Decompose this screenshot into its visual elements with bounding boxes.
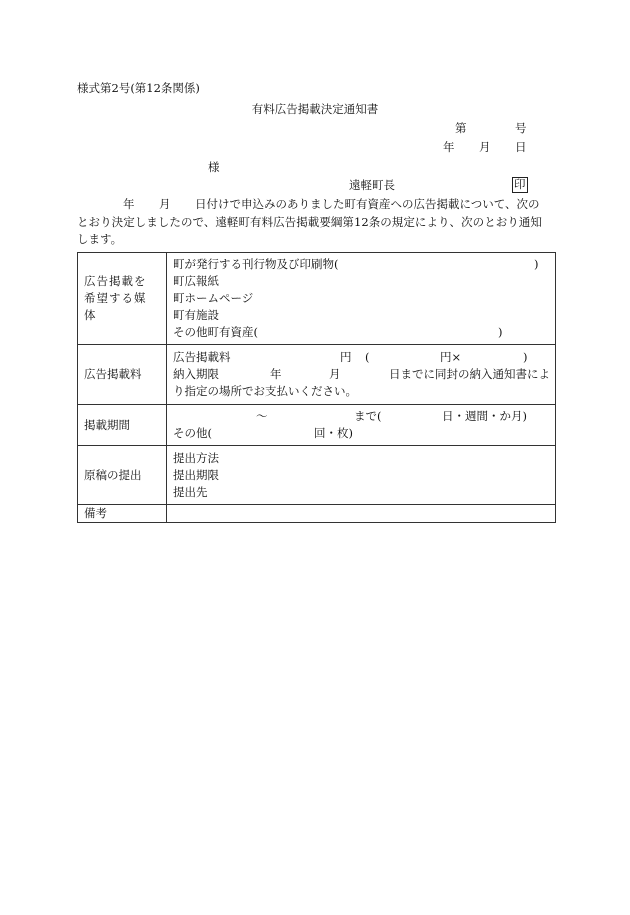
period-other-unit: 回・枚) [314, 426, 353, 440]
media-publication-label: 町が発行する刊行物及び印刷物( [173, 257, 339, 271]
period-other-line [173, 425, 549, 442]
period-other-label: その他( [173, 426, 212, 440]
deadline-year: 年 [270, 367, 282, 381]
date-day: 日 [515, 140, 527, 154]
manuscript-destination: 提出先 [173, 484, 208, 499]
period-tilde: ～ [256, 409, 268, 423]
body-month: 月 [159, 197, 171, 211]
fee-paren-close: ) [523, 350, 528, 364]
media-newsletter: 町広報紙 [173, 274, 219, 288]
media-homepage: 町ホームページ [173, 291, 254, 305]
document-title: 有料広告掲載決定通知書 [251, 102, 379, 116]
fee-yen-times: 円× [440, 350, 462, 364]
period-until: まで( [354, 409, 382, 423]
row-header-remarks: 備考 [78, 505, 167, 523]
table-row-fee [78, 345, 556, 405]
media-other-close: ) [498, 325, 503, 339]
period-unit: 日・週間・か月) [442, 409, 527, 423]
manuscript-method: 提出方法 [173, 450, 219, 465]
date-year: 年 [443, 140, 455, 154]
row-header-fee: 広告掲載料 [78, 345, 167, 405]
media-publication-line [173, 256, 549, 273]
body-line1-rest: 日付けで申込みのありました町有資産への広告掲載について、次の [195, 197, 540, 211]
row-header-period: 掲載期間 [78, 405, 167, 446]
body-line-1 [77, 196, 557, 214]
fee-yen: 円 [340, 350, 352, 364]
form-label: 様式第2号(第12条関係) [77, 81, 200, 95]
fee-line [173, 349, 549, 366]
deadline-label: 納入期限 [173, 367, 219, 381]
media-other-line [173, 324, 549, 341]
body-line-2: とおり決定しましたので、遠軽町有料広告掲載要綱第12条の規定により、次のとおり通知 [77, 214, 542, 229]
row-header-manuscript: 原稿の提出 [78, 446, 167, 505]
period-line [173, 408, 549, 425]
deadline-line-2: り指定の場所でお支払いください。 [173, 384, 357, 398]
row-header-media [78, 253, 167, 345]
row-header-media-text: 広告掲載を希望する媒体 [84, 274, 147, 322]
row-content-fee [167, 345, 556, 405]
deadline-line [173, 366, 549, 383]
issuer-name: 遠軽町長 [349, 178, 395, 192]
table-row-period [78, 405, 556, 446]
table-row-remarks [78, 505, 556, 523]
media-facility: 町有施設 [173, 308, 219, 322]
body-line-3: します。 [77, 232, 123, 246]
row-content-media [167, 253, 556, 345]
table-row-manuscript [78, 446, 556, 505]
row-content-manuscript [167, 446, 556, 505]
deadline-rest: 日までに同封の納入通知書によ [389, 367, 550, 381]
media-other-label: その他町有資産( [173, 325, 258, 339]
body-year: 年 [123, 197, 135, 211]
deadline-month: 月 [329, 367, 341, 381]
row-content-remarks [167, 505, 556, 523]
notification-table [77, 252, 556, 523]
addressee-suffix: 様 [208, 160, 220, 174]
body-paragraph [77, 196, 557, 249]
number-dai: 第 [455, 121, 467, 135]
table-row-media [78, 253, 556, 345]
seal-mark: 印 [514, 177, 526, 191]
row-content-period [167, 405, 556, 446]
number-go: 号 [515, 121, 527, 135]
fee-label: 広告掲載料 [173, 350, 231, 364]
manuscript-deadline: 提出期限 [173, 467, 219, 482]
media-publication-close: ) [534, 257, 539, 271]
fee-paren-open: ( [365, 350, 370, 364]
date-month: 月 [479, 140, 491, 154]
